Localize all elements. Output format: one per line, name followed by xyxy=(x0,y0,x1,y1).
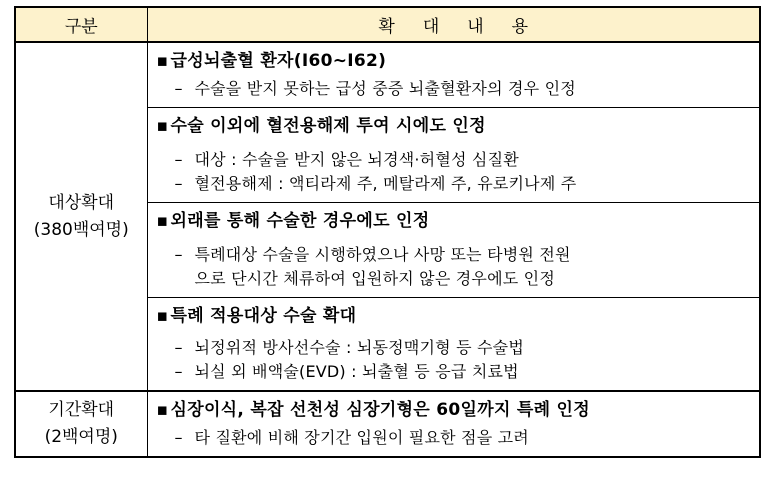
content-cell xyxy=(147,108,760,203)
content-cell xyxy=(147,298,760,392)
sub-item: – 대상 : 수술을 받지 않은 뇌경색·허혈성 심질환 xyxy=(157,148,752,172)
sub-item: – 특례대상 수술을 시행하였으나 사망 또는 타병원 전원 xyxy=(157,243,752,267)
dash-icon: – xyxy=(174,362,183,381)
bullet-item: ▪ 수술 이외에 혈전용해제 투여 시에도 인정 xyxy=(156,116,486,136)
bullet-icon: ▪ xyxy=(156,116,169,136)
bullet-item: ▪ 외래를 통해 수술한 경우에도 인정 xyxy=(156,211,430,231)
dash-icon: – xyxy=(174,338,183,357)
dash-icon: – xyxy=(174,428,183,447)
bullet-item: ▪ 특례 적용대상 수술 확대 xyxy=(156,306,357,326)
content-cell xyxy=(147,391,760,457)
bullet-icon: ▪ xyxy=(156,306,169,326)
table-header-row xyxy=(15,7,760,42)
dash-icon: – xyxy=(174,245,183,264)
bullet-icon: ▪ xyxy=(156,400,169,420)
sub-item: – 수술을 받지 못하는 급성 중증 뇌출혈환자의 경우 인정 xyxy=(157,77,752,101)
content-cell xyxy=(147,203,760,298)
category-count: (2백여명) xyxy=(44,427,118,447)
category-label: 기간확대 xyxy=(48,400,115,420)
table-row xyxy=(15,391,760,457)
dash-icon: – xyxy=(174,174,183,193)
bullet-item: ▪ 급성뇌출혈 환자(I60∼I62) xyxy=(156,51,387,71)
dash-icon: – xyxy=(174,150,183,169)
content-cell xyxy=(147,42,760,108)
bullet-icon: ▪ xyxy=(156,211,169,231)
expansion-table xyxy=(14,6,761,458)
sub-item: – 뇌실 외 배액술(EVD) : 뇌출혈 등 응급 치료법 xyxy=(157,360,752,384)
dash-icon: – xyxy=(174,79,183,98)
category-count: (380백여명) xyxy=(33,219,129,240)
sub-item-continuation: 으로 단시간 체류하여 입원하지 않은 경우에도 인정 xyxy=(194,269,555,288)
header-content: 확대내용 xyxy=(147,7,760,42)
category-label: 대상확대 xyxy=(48,192,115,213)
sub-item: – 혈전용해제 : 액티라제 주, 메탈라제 주, 유로키나제 주 xyxy=(157,172,752,196)
bullet-icon: ▪ xyxy=(156,51,169,71)
category-cell-period xyxy=(15,391,147,457)
sub-item: – 뇌정위적 방사선수술 : 뇌동정맥기형 등 수술법 xyxy=(157,336,752,360)
sub-item: – 타 질환에 비해 장기간 입원이 필요한 점을 고려 xyxy=(157,426,752,450)
bullet-item: ▪ 심장이식, 복잡 선천성 심장기형은 60일까지 특례 인정 xyxy=(156,400,590,420)
table-row xyxy=(15,42,760,108)
category-cell-target xyxy=(15,42,147,391)
header-category: 구분 xyxy=(15,7,147,42)
